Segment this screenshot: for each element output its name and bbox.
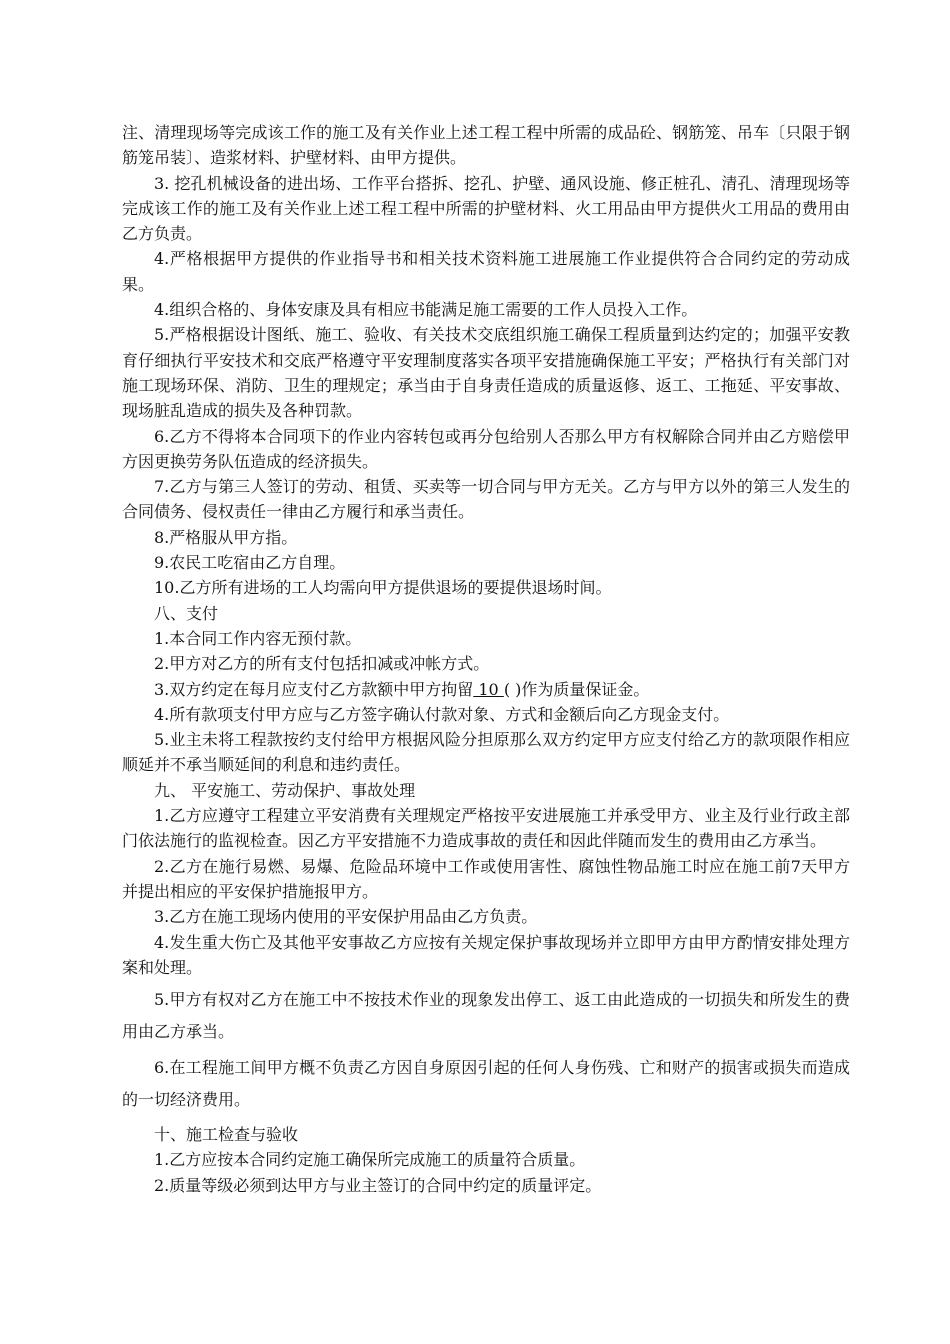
document-body xyxy=(122,120,850,1198)
clause-8-3 xyxy=(122,677,850,702)
clause-9-5: 5.甲方有权对乙方在施工中不按技术作业的现象发出停工、返工由此造成的一切损失和所发生的费用由乙方承当。 xyxy=(122,990,850,1042)
clause-8-1: 1.本合同工作内容无预付款。 xyxy=(154,628,362,648)
clause-7-7: 7.乙方与第三人签订的劳动、租赁、买卖等一切合同与甲方无关。乙方与甲方以外的第三人发生的合同债务、侵权责任一律由乙方履行和承当责任。 xyxy=(122,477,850,522)
clause-9-6: 6.在工程施工间甲方概不负责乙方因自身原因引起的任何人身伤残、亡和财产的损害或损失而造成的一切经济费用。 xyxy=(122,1058,850,1110)
clause-9-2: 2.乙方在施行易燃、易爆、危险品环境中工作或使用害性、腐蚀性物品施工时应在施工前7天甲方并提出相应的平安保护措施报甲方。 xyxy=(122,856,850,901)
section-heading-payment: 八、支付 xyxy=(154,603,219,623)
section-heading-safety: 九、 平安施工、劳动保护、事故处理 xyxy=(154,780,416,800)
clause-9-4: 4.发生重大伤亡及其他平安事故乙方应按有关规定保护事故现场并立即甲方由甲方酌情安排处理方案和处理。 xyxy=(122,932,850,977)
clause-10-2: 2.质量等级必须到达甲方与业主签订的合同中约定的质量评定。 xyxy=(154,1175,602,1195)
retention-percent-value: 10 xyxy=(473,679,504,699)
clause-7-8: 8.严格服从甲方指。 xyxy=(154,527,298,547)
section-heading-inspection: 十、施工检查与验收 xyxy=(154,1125,299,1145)
clause-8-5: 5.业主未将工程款按约支付给甲方根据风险分担原那么双方约定甲方应支付给乙方的款项限作相应顺延并不承当顺延间的利息和违约责任。 xyxy=(122,730,850,775)
clause-8-3-suffix: ( )作为质量保证金。 xyxy=(503,679,650,699)
paragraph-continuation: 注、清理现场等完成该工作的施工及有关作业上述工程工程中所需的成品砼、钢筋笼、吊车〔只限于钢筋笼吊装〕、造浆材料、护壁材料、由甲方提供。 xyxy=(122,123,850,168)
clause-8-2: 2.甲方对乙方的所有支付包括扣减或冲帐方式。 xyxy=(154,654,490,674)
clause-10-1: 1.乙方应按本合同约定施工确保所完成施工的质量符合质量。 xyxy=(154,1150,586,1170)
clause-7-6: 6.乙方不得将本合同项下的作业内容转包或再分包给别人否那么甲方有权解除合同并由乙方赔偿甲方因更换劳务队伍造成的经济损失。 xyxy=(122,426,850,471)
clause-9-1: 1.乙方应遵守工程建立平安消费有关理规定严格按平安进展施工并承受甲方、业主及行业行政主部门依法施行的监视检查。因乙方平安措施不力造成事故的责任和因此伴随而发生的费用由乙方承当。 xyxy=(122,806,850,851)
clause-7-3: 3. 挖孔机械设备的进出场、工作平台搭拆、挖孔、护壁、通风设施、修正桩孔、清孔、清理现场等完成该工作的施工及有关作业上述工程工程中所需的护壁材料、火工用品由甲方提供火工用品的费用由乙方负责。 xyxy=(122,173,850,244)
clause-7-4a: 4.严格根据甲方提供的作业指导书和相关技术资料施工进展施工作业提供符合合同约定的劳动成果。 xyxy=(122,249,850,294)
clause-7-10: 10.乙方所有进场的工人均需向甲方提供退场的要提供退场时间。 xyxy=(154,578,612,598)
clause-7-5: 5.严格根据设计图纸、施工、验收、有关技术交底组织施工确保工程质量到达约定的；加强平安教育仔细执行平安技术和交底严格遵守平安理制度落实各项平安措施确保施工平安；严格执行有关部门对施工现场环保、消防、卫生的理规定；承当由于自身责任造成的质量返修、返工、工拖延、平安事故、现场脏乱造成的损失及各种罚款。 xyxy=(122,325,850,421)
clause-9-3: 3.乙方在施工现场内使用的平安保护用品由乙方负责。 xyxy=(154,907,538,927)
clause-8-3-text: 3.双方约定在每月应支付乙方款额中甲方拘留 xyxy=(154,679,474,699)
clause-8-4: 4.所有款项支付甲方应与乙方签字确认付款对象、方式和金额后向乙方现金支付。 xyxy=(154,704,730,724)
clause-7-9: 9.农民工吃宿由乙方自理。 xyxy=(154,553,346,573)
clause-7-4b: 4.组织合格的、身体安康及具有相应书能满足施工需要的工作人员投入工作。 xyxy=(154,300,698,320)
